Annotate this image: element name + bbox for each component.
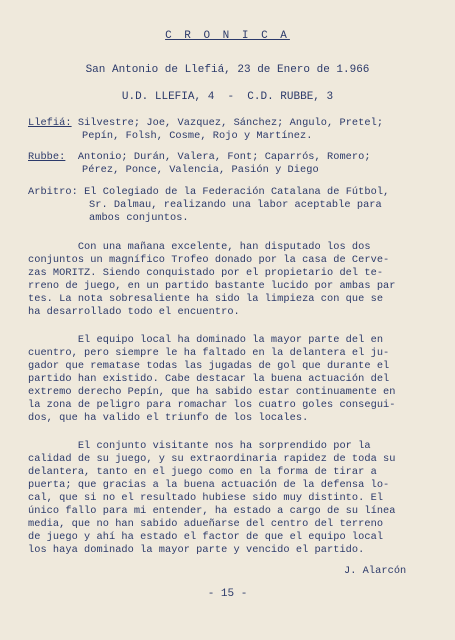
page-number: - 15 -	[207, 588, 248, 600]
paragraph-2-line: cuentro, pero siempre le ha faltado en la delantera el ju-	[28, 347, 390, 359]
paragraph-1-line: tes. La nota sobresaliente ha sido la limpieza con que se	[28, 293, 384, 305]
llefia-lineup	[28, 117, 383, 130]
paragraph-2-line: la zona de peligro para romachar los cuatro goles consegui-	[28, 399, 396, 411]
paragraph-2-line: gador que rematase todas las jugadas de gol que durante el	[28, 360, 390, 372]
document-title: C R O N I C A	[165, 30, 290, 42]
paragraph-3-line: puerta; que gracias a la buena actuación de la defensa lo-	[28, 479, 390, 491]
referee-line-1: El Colegiado de la Federación Catalana de Fútbol,	[77, 186, 390, 198]
paragraph-2-line: El equipo local ha dominado la mayor parte del en	[28, 334, 384, 346]
paragraph-2-line: dos, que ha valido el triunfo de los locales.	[28, 412, 309, 424]
paragraph-1-line: ha desarrollado todo el encuentro.	[28, 306, 240, 318]
llefia-line-1: Silvestre; Joe, Vazquez, Sánchez; Angulo, Pretel;	[71, 117, 384, 129]
referee-label: Arbitro:	[28, 186, 78, 198]
paragraph-3-line: delantera, tanto en el juego como en la forma de tirar a	[28, 466, 377, 478]
paragraph-2-line: partido han existido. Cabe destacar la buena actuación del	[28, 373, 390, 385]
paragraph-3-line: calidad de su juego, y su extraordinaria rapidez de toda su	[28, 453, 396, 465]
paragraph-1-line: zas MORITZ. Siendo conquistado por el propietario del te-	[28, 267, 384, 279]
place-date: San Antonio de Llefiá, 23 de Enero de 1.966	[85, 64, 370, 76]
paragraph-3-line: de juego y ahí ha estado el factor de que el equipo local	[28, 531, 384, 543]
paragraph-1-line: rreno de juego, en un partido bastante lucido por ambas par	[28, 280, 396, 292]
llefia-label: Llefiá:	[28, 117, 72, 129]
rubbe-line-1: Antonio; Durán, Valera, Font; Caparrós, Romero;	[65, 151, 371, 163]
paragraph-1-line: Con una mañana excelente, han disputado los dos	[28, 241, 371, 253]
rubbe-line-2: Pérez, Ponce, Valencia, Pasión y Diego	[82, 164, 319, 176]
referee-line-2: Sr. Dalmau, realizando una labor aceptable para	[89, 199, 382, 211]
paragraph-3-line: El conjunto visitante nos ha sorprendido por la	[28, 440, 371, 452]
referee	[28, 186, 389, 199]
paragraph-2-line: extremo derecho Pepín, que ha sabido estar continuamente en	[28, 386, 396, 398]
rubbe-lineup	[28, 151, 371, 164]
paragraph-3-line: cal, que si no el resultado hubiese sido muy distinto. El	[28, 492, 384, 504]
paragraph-3-line: los haya dominado la mayor parte y vencido el partido.	[28, 544, 365, 556]
match-score: U.D. LLEFIA, 4 - C.D. RUBBE, 3	[121, 91, 334, 103]
rubbe-label: Rubbe:	[28, 151, 66, 163]
paragraph-3-line: media, que no han sabido adueñarse del centro del terreno	[28, 518, 384, 530]
signature: J. Alarcón	[344, 565, 407, 577]
paragraph-3-line: único fallo para mi entender, ha estado a cargo de su línea	[28, 505, 396, 517]
referee-line-3: ambos conjuntos.	[89, 212, 189, 224]
paragraph-1-line: conjuntos un magnífico Trofeo donado por la casa de Cerve-	[28, 254, 390, 266]
llefia-line-2: Pepín, Folsh, Cosme, Rojo y Martínez.	[82, 130, 313, 142]
